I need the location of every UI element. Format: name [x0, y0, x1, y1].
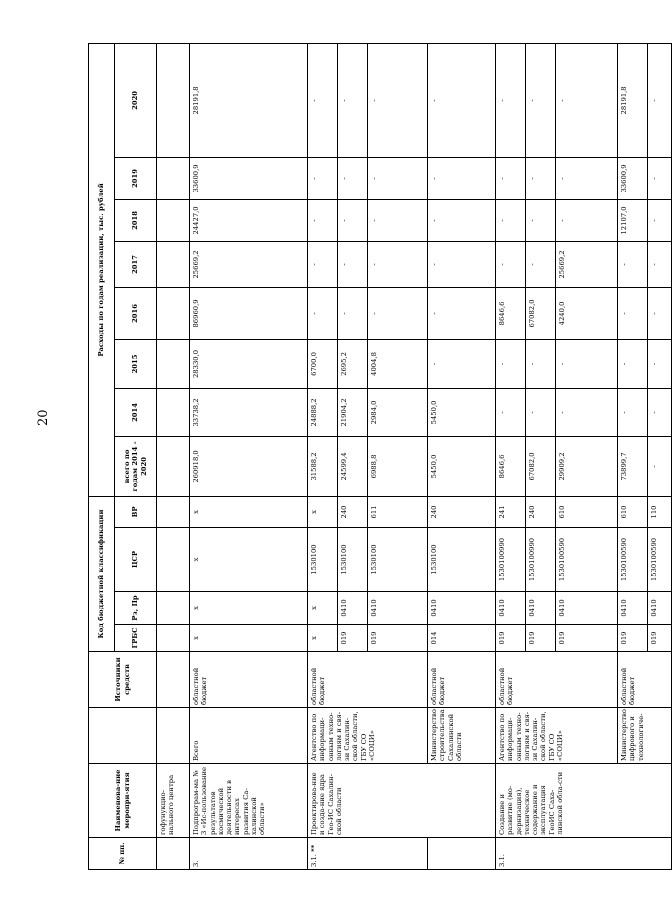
cell-2017: -: [648, 241, 672, 287]
cell-2017: 25669,2: [190, 241, 308, 287]
cell-vr: 611: [368, 496, 428, 527]
row-mark: **: [310, 844, 318, 852]
cell-2014: -: [496, 388, 526, 436]
col-executor-header: [89, 708, 157, 764]
cell-2020: -: [648, 43, 672, 157]
cell-total: 5450,0: [428, 436, 496, 496]
cell-2014: 5450,0: [428, 388, 496, 436]
cell-2018: -: [496, 199, 526, 241]
cell-vr: 241: [496, 496, 526, 527]
cell-csr: 1530100990: [496, 528, 526, 592]
cell-2014: 21904,2: [338, 388, 368, 436]
cell-2020: 28191,8: [190, 43, 308, 157]
cell-grbs: 019: [368, 625, 428, 652]
col-2014-header: 2014: [115, 388, 157, 436]
cell-rzpr: 0410: [338, 592, 368, 625]
cell-rzpr: 0410: [496, 592, 526, 625]
table-row: [190, 43, 308, 869]
cell-grbs: 019: [338, 625, 368, 652]
row-num-text: 3.1.: [310, 854, 318, 867]
table-row: [618, 43, 648, 869]
cell-total: 8646,6: [496, 436, 526, 496]
budget-code-header: Код бюджетной классификации: [89, 496, 115, 651]
cell-2014: 33738,2: [190, 388, 308, 436]
cell-2016: -: [338, 287, 368, 339]
col-2015-header: 2015: [115, 339, 157, 388]
cell-2015: 4004,8: [368, 339, 428, 388]
row-source: областной бюджет: [308, 652, 428, 708]
cell-2016: -: [648, 287, 672, 339]
cell-2014: -: [526, 388, 556, 436]
row-executor: Агентство по информаци-онным техно-логиям и свя-зи Сахалин-ской области, ГБУ СО «СОЦИ»: [308, 708, 428, 764]
col-source-header: Источники средств: [89, 652, 157, 708]
cell-2018: -: [428, 199, 496, 241]
cell-2018: -: [308, 199, 338, 241]
cell-vr: 610: [556, 496, 618, 527]
col-csr-header: ЦСР: [115, 528, 157, 592]
cell-vr: 610: [618, 496, 648, 527]
cell-grbs: 014: [428, 625, 496, 652]
cell-total: 260918,0: [190, 436, 308, 496]
row-source: областной бюджет: [428, 652, 496, 708]
cell-2020: -: [368, 43, 428, 157]
cell-2019: -: [368, 157, 428, 199]
table-row: [157, 43, 190, 869]
cell-grbs: x: [190, 625, 308, 652]
row-num: 3.1.: [496, 838, 672, 870]
cell-grbs: 019: [618, 625, 648, 652]
col-vr-header: ВР: [115, 496, 157, 527]
expenses-header: Расходы по годам реализации, тыс. рублей: [89, 43, 115, 496]
cell-2016: 67082,0: [526, 287, 556, 339]
cell-vr: 240: [338, 496, 368, 527]
col-grbs-header: ГРБС: [115, 625, 157, 652]
cell-total: 24599,4: [338, 436, 368, 496]
cell-csr: 1530100990: [526, 528, 556, 592]
cell-2017: -: [496, 241, 526, 287]
cell-csr: 1530100: [338, 528, 368, 592]
cell-vr: x: [190, 496, 308, 527]
row-num: [308, 838, 428, 870]
cell-2020: -: [526, 43, 556, 157]
cell-2017: -: [618, 241, 648, 287]
cell-2019: 33600,9: [190, 157, 308, 199]
cell-total: 73899,7: [618, 436, 648, 496]
col-2018-header: 2018: [115, 199, 157, 241]
cell-2016: -: [618, 287, 648, 339]
cell-2019: 33600,9: [618, 157, 648, 199]
col-2016-header: 2016: [115, 287, 157, 339]
cell-2016: 8646,6: [496, 287, 526, 339]
cell-2019: -: [496, 157, 526, 199]
cell-2017: -: [428, 241, 496, 287]
cell-2015: 2695,2: [338, 339, 368, 388]
row-source: областной бюджет: [190, 652, 308, 708]
cell-2020: -: [428, 43, 496, 157]
cell-2019: -: [428, 157, 496, 199]
cell-total: 67082,0: [526, 436, 556, 496]
cell-grbs: 019: [648, 625, 672, 652]
cell-vr: 110: [648, 496, 672, 527]
cell-2020: -: [308, 43, 338, 157]
cell-2018: -: [368, 199, 428, 241]
cell-rzpr: 0410: [428, 592, 496, 625]
cell-2019: -: [338, 157, 368, 199]
row-executor: Министерство строительства Сахалинской области: [428, 708, 496, 764]
cell-total: 29909,2: [556, 436, 618, 496]
cell-2016: 4240,0: [556, 287, 618, 339]
col-2020-header: 2020: [115, 43, 157, 157]
cell-2019: -: [308, 157, 338, 199]
cell-rzpr: 0410: [526, 592, 556, 625]
cell-2015: -: [556, 339, 618, 388]
row-name: Проектирова-ние и созда-ние ядра Гео-ИС Сахалин-ской области: [308, 764, 496, 838]
cell-2016: -: [368, 287, 428, 339]
row-name: гофунукцио-нального центра: [157, 764, 190, 838]
col-name-header: Наименова-ние меропри-ятия: [89, 764, 157, 838]
row-name: Создание и развитие (мо-дернизация), техническое содержание и эксплуатация ГеоИС Саха-линской обла-сти: [496, 764, 672, 838]
cell-rzpr: x: [308, 592, 338, 625]
cell-2017: 25669,2: [556, 241, 618, 287]
cell-2020: -: [338, 43, 368, 157]
row-executor: Всего: [190, 708, 308, 764]
cell-2015: -: [618, 339, 648, 388]
cell-2016: 86960,9: [190, 287, 308, 339]
row-num: 3.: [190, 838, 308, 870]
cell-rzpr: 0410: [648, 592, 672, 625]
cell-2014: -: [556, 388, 618, 436]
cell-grbs: x: [308, 625, 338, 652]
col-2017-header: 2017: [115, 241, 157, 287]
page-number: 20: [36, 409, 51, 426]
row-source: областной бюджет: [618, 652, 672, 708]
cell-2014: 2984,0: [368, 388, 428, 436]
cell-2018: -: [526, 199, 556, 241]
table-row: [428, 43, 496, 869]
cell-csr: x: [190, 528, 308, 592]
cell-2019: -: [648, 157, 672, 199]
cell-2015: -: [648, 339, 672, 388]
cell-csr: 1530100590: [618, 528, 648, 592]
cell-2016: -: [428, 287, 496, 339]
cell-2018: 24427,0: [190, 199, 308, 241]
cell-2014: -: [618, 388, 648, 436]
row-source: областной бюджет: [496, 652, 618, 708]
cell-2014: -: [648, 388, 672, 436]
table-row: [308, 43, 338, 869]
rotated-table-wrapper: [88, 44, 658, 870]
cell-2015: -: [496, 339, 526, 388]
cell-csr: 1530100590: [556, 528, 618, 592]
cell-2017: -: [526, 241, 556, 287]
cell-grbs: 019: [526, 625, 556, 652]
cell-2019: -: [526, 157, 556, 199]
cell-2018: -: [556, 199, 618, 241]
col-total-header: всего по годам 2014 - 2020: [115, 436, 157, 496]
col-num-header: № пп.: [89, 838, 157, 870]
cell-total: -: [648, 436, 672, 496]
cell-vr: x: [308, 496, 338, 527]
cell-2017: -: [368, 241, 428, 287]
cell-grbs: 019: [556, 625, 618, 652]
cell-csr: 1530100: [368, 528, 428, 592]
cell-2020: -: [556, 43, 618, 157]
row-name: Подпрограм-ма № 3 «Ис-пользование результатов космической деятельности в интересах развития Са-халинской области»: [190, 764, 308, 838]
cell-grbs: 019: [496, 625, 526, 652]
col-2019-header: 2019: [115, 157, 157, 199]
col-rzpr-header: Рз, Пр: [115, 592, 157, 625]
cell-2018: -: [648, 199, 672, 241]
cell-2015: -: [526, 339, 556, 388]
cell-2015: 28330,0: [190, 339, 308, 388]
cell-2018: -: [338, 199, 368, 241]
cell-vr: 240: [428, 496, 496, 527]
cell-2020: -: [496, 43, 526, 157]
cell-2016: -: [308, 287, 338, 339]
cell-2015: -: [428, 339, 496, 388]
row-executor: Агентство по информаци-онным техно-логиям и свя-зи Сахалин-ской области, ГБУ СО «СОЦИ»: [496, 708, 618, 764]
cell-2017: -: [308, 241, 338, 287]
cell-2015: 6700,0: [308, 339, 338, 388]
cell-total: 6988,8: [368, 436, 428, 496]
cell-csr: 1530100: [308, 528, 338, 592]
cell-rzpr: 0410: [368, 592, 428, 625]
cell-2018: 12107,0: [618, 199, 648, 241]
cell-2019: -: [556, 157, 618, 199]
budget-table: [88, 43, 672, 870]
cell-2020: 28191,8: [618, 43, 648, 157]
cell-2014: 24888,2: [308, 388, 338, 436]
cell-csr: 1530100590: [648, 528, 672, 592]
cell-rzpr: x: [190, 592, 308, 625]
row-executor: Министерство цифрового и технологиче-: [618, 708, 672, 764]
cell-rzpr: 0410: [556, 592, 618, 625]
cell-rzpr: 0410: [618, 592, 648, 625]
cell-2017: -: [338, 241, 368, 287]
cell-total: 31588,2: [308, 436, 338, 496]
cell-csr: 1530100: [428, 528, 496, 592]
cell-vr: 240: [526, 496, 556, 527]
table-row: [496, 43, 526, 869]
